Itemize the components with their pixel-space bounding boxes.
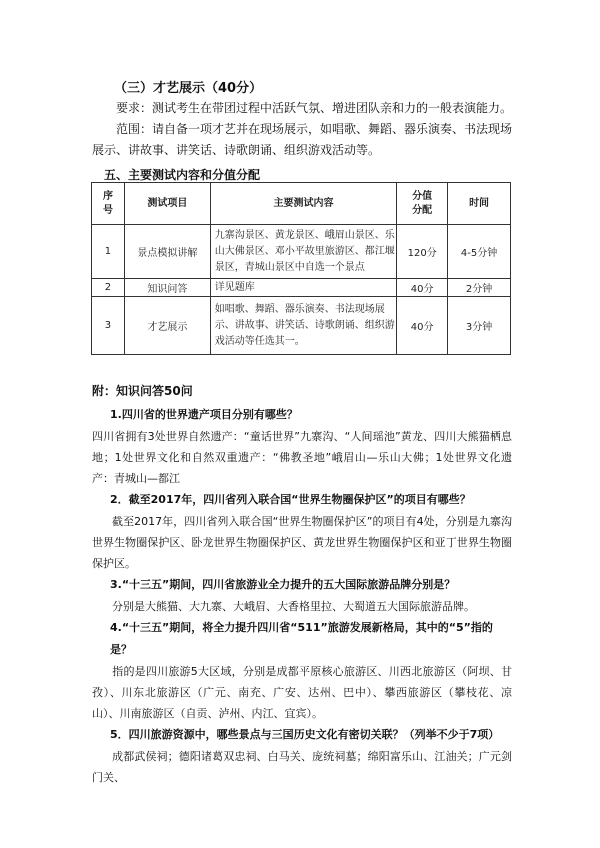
section-title-scoring: 五、主要测试内容和分值分配: [104, 168, 261, 182]
cell-item: 才艺展示: [124, 297, 210, 355]
appendix-title: 附：知识问答50问: [92, 384, 193, 398]
list-item: [92, 489, 512, 574]
header-time: 时间: [448, 183, 511, 225]
answer: 指的是四川旅游5大区域，分别是成都平原核心旅游区、川西北旅游区（阿坝、甘孜）、川东北旅游区（广元、南充、广安、达州、巴中）、攀西旅游区（攀枝花、凉山）、川南旅游区（自贡、泸州、内江、宜宾）。: [92, 665, 512, 720]
table-row: [92, 297, 511, 355]
cell-content: 如唱歌、舞蹈、器乐演奏、书法现场展示、讲故事、讲笑话、诗歌朗诵、组织游戏活动等任选其一。: [210, 297, 396, 355]
cell-index: 2: [92, 279, 125, 297]
header-content: 主要测试内容: [210, 183, 396, 225]
cell-time: 4-5分钟: [448, 225, 511, 279]
header-index: 序号: [92, 183, 125, 225]
question: 5．四川旅游资源中，哪些景点与三国历史文化有密切关联？（列举不少于7项）: [110, 728, 500, 741]
cell-time: 2分钟: [448, 279, 511, 297]
question: 1.四川省的世界遗产项目分别有哪些？: [110, 408, 298, 421]
cell-content: 详见题库: [210, 279, 396, 297]
cell-index: 3: [92, 297, 125, 355]
question: 3.“十三五”期间，四川省旅游业全力提升的五大国际旅游品牌分别是？: [110, 578, 456, 591]
header-item: 测试项目: [124, 183, 210, 225]
scoring-table: [91, 182, 511, 355]
cell-time: 3分钟: [448, 297, 511, 355]
header-score: 分值分配: [397, 183, 448, 225]
answer: 四川省拥有3处世界自然遗产：“童话世界”九寨沟、“人间瑶池”黄龙、四川大熊猫栖息地；1处世界文化和自然双重遗产：“佛教圣地”峨眉山—乐山大佛；1处世界文化遗产：青城山—都江: [92, 430, 512, 485]
answer: 截至2017年，四川省列入联合国“世界生物圈保护区”的项目有4处，分别是九寨沟世界生物圈保护区、卧龙世界生物圈保护区、黄龙世界生物圈保护区和亚丁世界生物圈保护区。: [92, 515, 512, 570]
talent-scope: 范围：请自备一项才艺并在现场展示，如唱歌、舞蹈、器乐演奏、书法现场展示、讲故事、讲笑话、诗歌朗诵、组织游戏活动等。: [92, 122, 513, 157]
answer: 分别是大熊猫、大九寨、大峨眉、大香格里拉、大蜀道五大国际旅游品牌。: [112, 600, 475, 613]
list-item: [92, 617, 512, 724]
table-header-row: [92, 183, 511, 225]
list-item: [92, 574, 512, 617]
cell-item: 景点模拟讲解: [124, 225, 210, 279]
question: 4.“十三五”期间，将全力提升四川省“511”旅游发展新格局，其中的“5”指的是？: [110, 621, 493, 656]
table-row: [92, 279, 511, 297]
talent-requirement: 要求：测试考生在带团过程中活跃气氛、增进团队亲和力的一般表演能力。: [116, 101, 513, 115]
qa-list: [92, 404, 512, 788]
table-row: [92, 225, 511, 279]
list-item: [92, 404, 512, 489]
section-title-talent: （三）才艺展示（40分）: [114, 81, 263, 96]
answer: 成都武侯祠；德阳诸葛双忠祠、白马关、庞统祠墓；绵阳富乐山、江油关；广元剑门关、: [92, 750, 512, 784]
cell-score: 40分: [397, 279, 448, 297]
cell-item: 知识问答: [124, 279, 210, 297]
cell-index: 1: [92, 225, 125, 279]
cell-score: 40分: [397, 297, 448, 355]
cell-score: 120分: [397, 225, 448, 279]
cell-content: 九寨沟景区、黄龙景区、峨眉山景区、乐山大佛景区、邓小平故里旅游区、都江堰景区，青城山景区中自选一个景点: [210, 225, 396, 279]
list-item: [92, 724, 512, 788]
question: 2．截至2017年，四川省列入联合国“世界生物圈保护区”的项目有哪些？: [110, 493, 471, 506]
